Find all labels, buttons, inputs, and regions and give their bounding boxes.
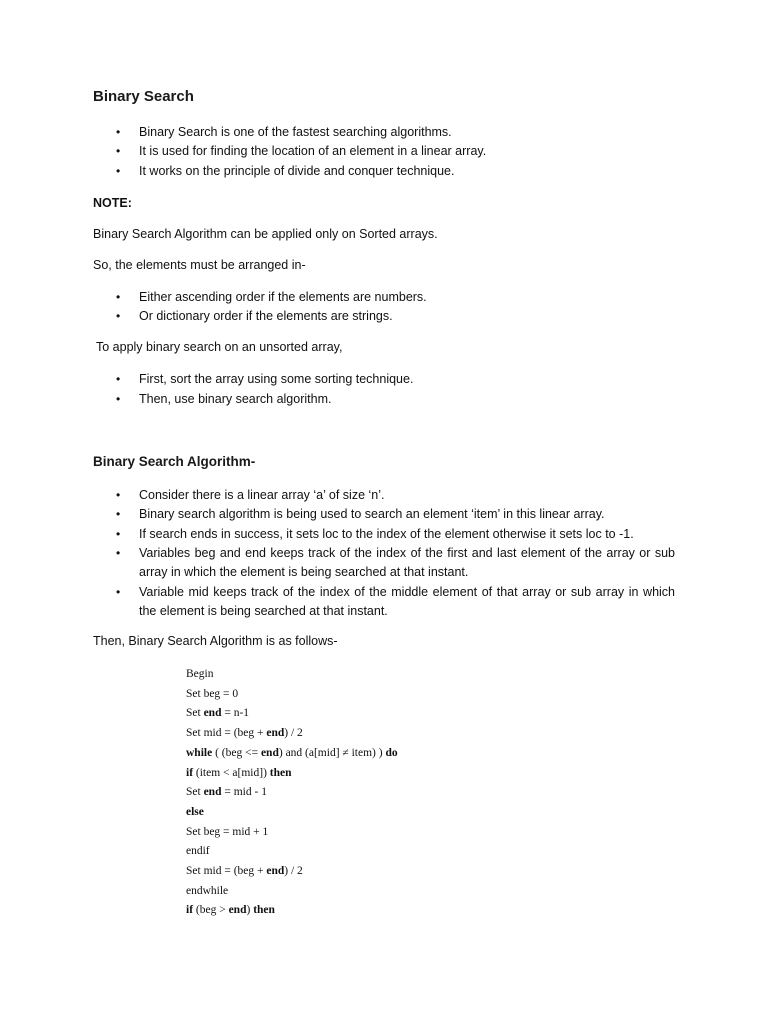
order-bullet-list <box>93 288 675 327</box>
code-line: Set beg = mid + 1 <box>186 825 269 838</box>
unsorted-text: To apply binary search on an unsorted array, <box>96 340 343 355</box>
list-item: • Then, use binary search algorithm. <box>93 390 675 409</box>
note-text: Binary Search Algorithm can be applied only on Sorted arrays. <box>93 226 438 241</box>
list-item: • Consider there is a linear array ‘a’ of size ‘n’. <box>93 486 675 505</box>
code-line: while ( (beg <= end) and (a[mid] ≠ item) ) do <box>186 746 398 759</box>
code-line: Set beg = 0 <box>186 687 239 700</box>
bullet-icon: • <box>116 163 121 178</box>
code-line: endwhile <box>186 884 229 897</box>
note-label: NOTE: <box>93 195 132 210</box>
bullet-icon: • <box>116 507 121 522</box>
list-item: • Variable mid keeps track of the index of the middle element of that array or sub array in which the element is being searched at that instant. <box>116 584 675 618</box>
code-line: endif <box>186 845 210 858</box>
code-line: if (item < a[mid]) then <box>186 766 292 779</box>
unsorted-bullet-list <box>93 370 675 409</box>
code-line: Set mid = (beg + end) / 2 <box>186 865 303 878</box>
list-item: • It is used for finding the location of an element in a linear array. <box>93 142 675 161</box>
follows-text: Then, Binary Search Algorithm is as follows- <box>93 634 338 649</box>
page-title: Binary Search <box>93 88 194 105</box>
code-line: Set end = n-1 <box>186 707 250 720</box>
code-line: else <box>186 805 204 818</box>
list-item: • If search ends in success, it sets loc to the index of the element otherwise it sets loc to -1. <box>93 525 675 544</box>
bullet-icon: • <box>116 372 121 387</box>
bullet-icon: • <box>116 391 121 406</box>
list-item: • First, sort the array using some sorting technique. <box>93 370 675 389</box>
bullet-icon: • <box>116 545 121 560</box>
code-line: Set mid = (beg + end) / 2 <box>186 727 303 740</box>
algorithm-bullet-list <box>93 486 675 621</box>
algorithm-heading: Binary Search Algorithm- <box>93 454 256 470</box>
pseudocode-block <box>186 665 398 921</box>
bullet-icon: • <box>116 488 121 503</box>
bullet-icon: • <box>116 289 121 304</box>
arranged-text: So, the elements must be arranged in- <box>93 257 306 272</box>
code-line: Begin <box>186 668 214 680</box>
code-line: Set end = mid - 1 <box>186 786 267 799</box>
list-item: • Binary Search is one of the fastest searching algorithms. <box>93 123 675 142</box>
bullet-icon: • <box>116 309 121 324</box>
code-line: if (beg > end) then <box>186 904 275 917</box>
bullet-icon: • <box>116 125 121 139</box>
bullet-icon: • <box>116 584 121 599</box>
bullet-icon: • <box>116 526 121 541</box>
list-item: • It works on the principle of divide and conquer technique. <box>93 162 675 181</box>
intro-bullet-list <box>93 123 675 181</box>
bullet-icon: • <box>116 144 121 159</box>
list-item: • Either ascending order if the elements are numbers. <box>93 288 675 307</box>
list-item: • Or dictionary order if the elements are strings. <box>93 307 675 326</box>
list-item: • Binary search algorithm is being used to search an element ‘item’ in this linear array. <box>93 505 675 524</box>
document-content <box>93 86 675 651</box>
list-item: • Variables beg and end keeps track of the index of the first and last element of the array or sub array in which the element is being searched at that instant. <box>116 545 675 580</box>
